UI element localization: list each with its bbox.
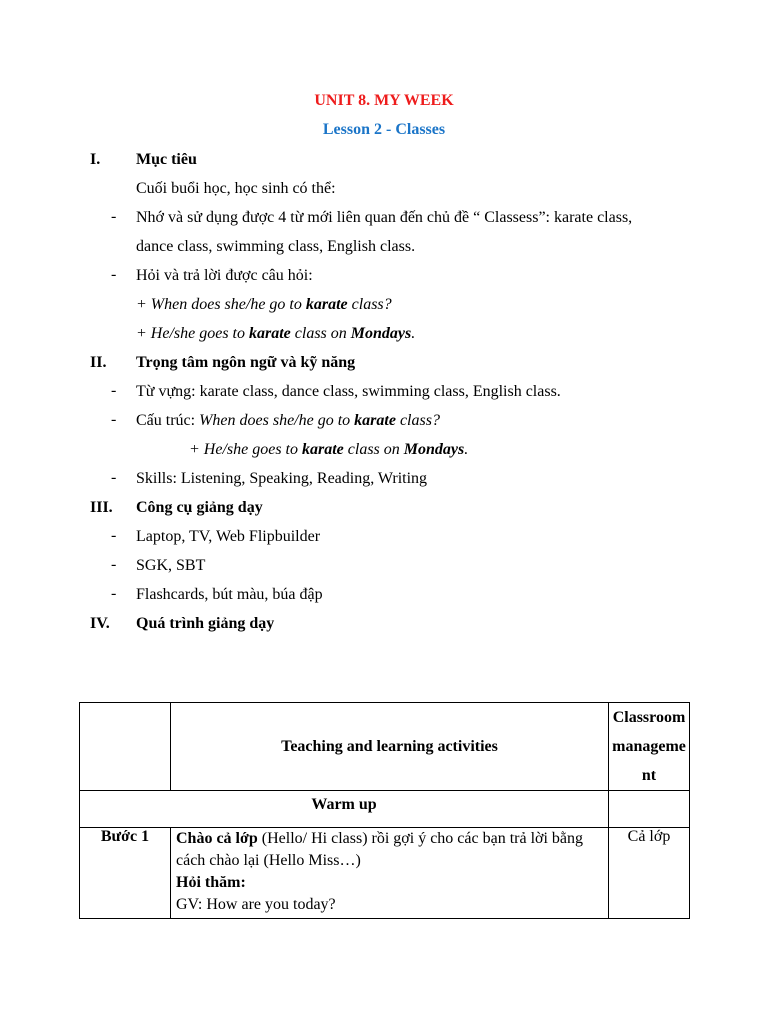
- section-2-heading: Trọng tâm ngôn ngữ và kỹ năng: [136, 354, 356, 371]
- structure-q-prefix: When does she/he go to: [199, 412, 355, 429]
- table-row-warmup: [80, 791, 690, 828]
- structure-q-keyword: karate: [354, 412, 396, 429]
- step-1-line-2: cách chào lại (Hello Miss…): [176, 852, 361, 869]
- answer-prefix: + He/she goes to: [136, 325, 249, 342]
- table-header-row: [80, 703, 690, 791]
- section-3-item-1: Laptop, TV, Web Flipbuilder: [136, 528, 321, 545]
- question-prefix: + When does she/he go to: [136, 296, 306, 313]
- unit-title: UNIT 8. MY WEEK: [314, 92, 454, 109]
- answer-keyword-2: Mondays: [350, 325, 412, 342]
- section-2-structure: [136, 410, 440, 432]
- step-1-teacher-line: GV: How are you today?: [176, 896, 336, 913]
- section-4-numeral: IV.: [90, 615, 110, 632]
- warmup-label: Warm up: [80, 791, 609, 828]
- warmup-mgmt-empty: [609, 791, 690, 828]
- answer-end: .: [411, 325, 416, 342]
- step-1-activities: [171, 828, 609, 919]
- lesson-plan-table: [79, 702, 690, 919]
- answer-mid: class on: [290, 325, 351, 342]
- step-1-text-1: (Hello/ Hi class) rồi gợi ý cho các bạn trả lời bằng: [257, 830, 584, 847]
- structure-a-end: .: [464, 441, 469, 458]
- step-1-line-1: [176, 828, 603, 850]
- section-2-numeral: II.: [90, 354, 107, 371]
- header-activities: Teaching and learning activities: [171, 703, 609, 791]
- section-3-item-3: Flashcards, bút màu, búa đập: [136, 586, 323, 603]
- bullet-dash: -: [111, 469, 117, 486]
- bullet-dash: -: [111, 266, 117, 283]
- bullet-dash: -: [111, 411, 117, 428]
- structure-a-keyword-2: Mondays: [403, 441, 465, 458]
- step-1-ask-label: Hỏi thăm:: [176, 874, 246, 891]
- bullet-dash: -: [111, 382, 117, 399]
- bullet-dash: -: [111, 208, 117, 225]
- section-1-numeral: I.: [90, 151, 101, 168]
- step-1-mgmt: Cả lớp: [609, 828, 690, 919]
- question-pattern: [136, 294, 392, 316]
- header-classroom-management: [609, 703, 690, 791]
- bullet-dash: -: [111, 527, 117, 544]
- question-keyword: karate: [305, 296, 348, 313]
- step-1-label: Bước 1: [80, 828, 171, 919]
- structure-a-prefix: + He/she goes to: [189, 441, 302, 458]
- section-3-heading: Công cụ giảng dạy: [136, 499, 263, 516]
- bullet-dash: -: [111, 585, 117, 602]
- header-empty-cell: [80, 703, 171, 791]
- section-3-item-2: SGK, SBT: [136, 557, 206, 574]
- section-1-intro: Cuối buổi học, học sinh có thể:: [136, 180, 336, 197]
- bullet-dash: -: [111, 556, 117, 573]
- answer-pattern: [136, 323, 415, 345]
- answer-keyword-1: karate: [249, 325, 291, 342]
- structure-q-suffix: class?: [395, 412, 440, 429]
- structure-label: Cấu trúc:: [136, 412, 200, 429]
- section-2-structure-answer: [189, 439, 468, 461]
- structure-a-mid: class on: [343, 441, 404, 458]
- section-1-bullet-1-line-1: Nhớ và sử dụng được 4 từ mới liên quan đến chủ đề “ Classess”: karate class,: [136, 209, 633, 226]
- section-4-heading: Quá trình giảng dạy: [136, 615, 275, 632]
- section-3-numeral: III.: [90, 499, 113, 516]
- header-mgmt-line-1: Classroom: [612, 709, 686, 726]
- section-2-vocab: Từ vựng: karate class, dance class, swimming class, English class.: [136, 383, 561, 400]
- section-1-bullet-2: Hỏi và trả lời được câu hỏi:: [136, 267, 313, 284]
- header-mgmt-line-2: manageme: [612, 738, 686, 755]
- header-mgmt-line-3: nt: [641, 767, 657, 784]
- question-suffix: class?: [347, 296, 392, 313]
- structure-a-keyword-1: karate: [302, 441, 344, 458]
- step-1-greet: Chào cả lớp: [176, 830, 258, 847]
- section-1-bullet-1-line-2: dance class, swimming class, English class.: [136, 238, 416, 255]
- table-row-step-1: [80, 828, 690, 919]
- section-2-skills: Skills: Listening, Speaking, Reading, Writing: [136, 470, 428, 487]
- section-1-heading: Mục tiêu: [136, 151, 197, 168]
- lesson-title: Lesson 2 - Classes: [322, 121, 446, 138]
